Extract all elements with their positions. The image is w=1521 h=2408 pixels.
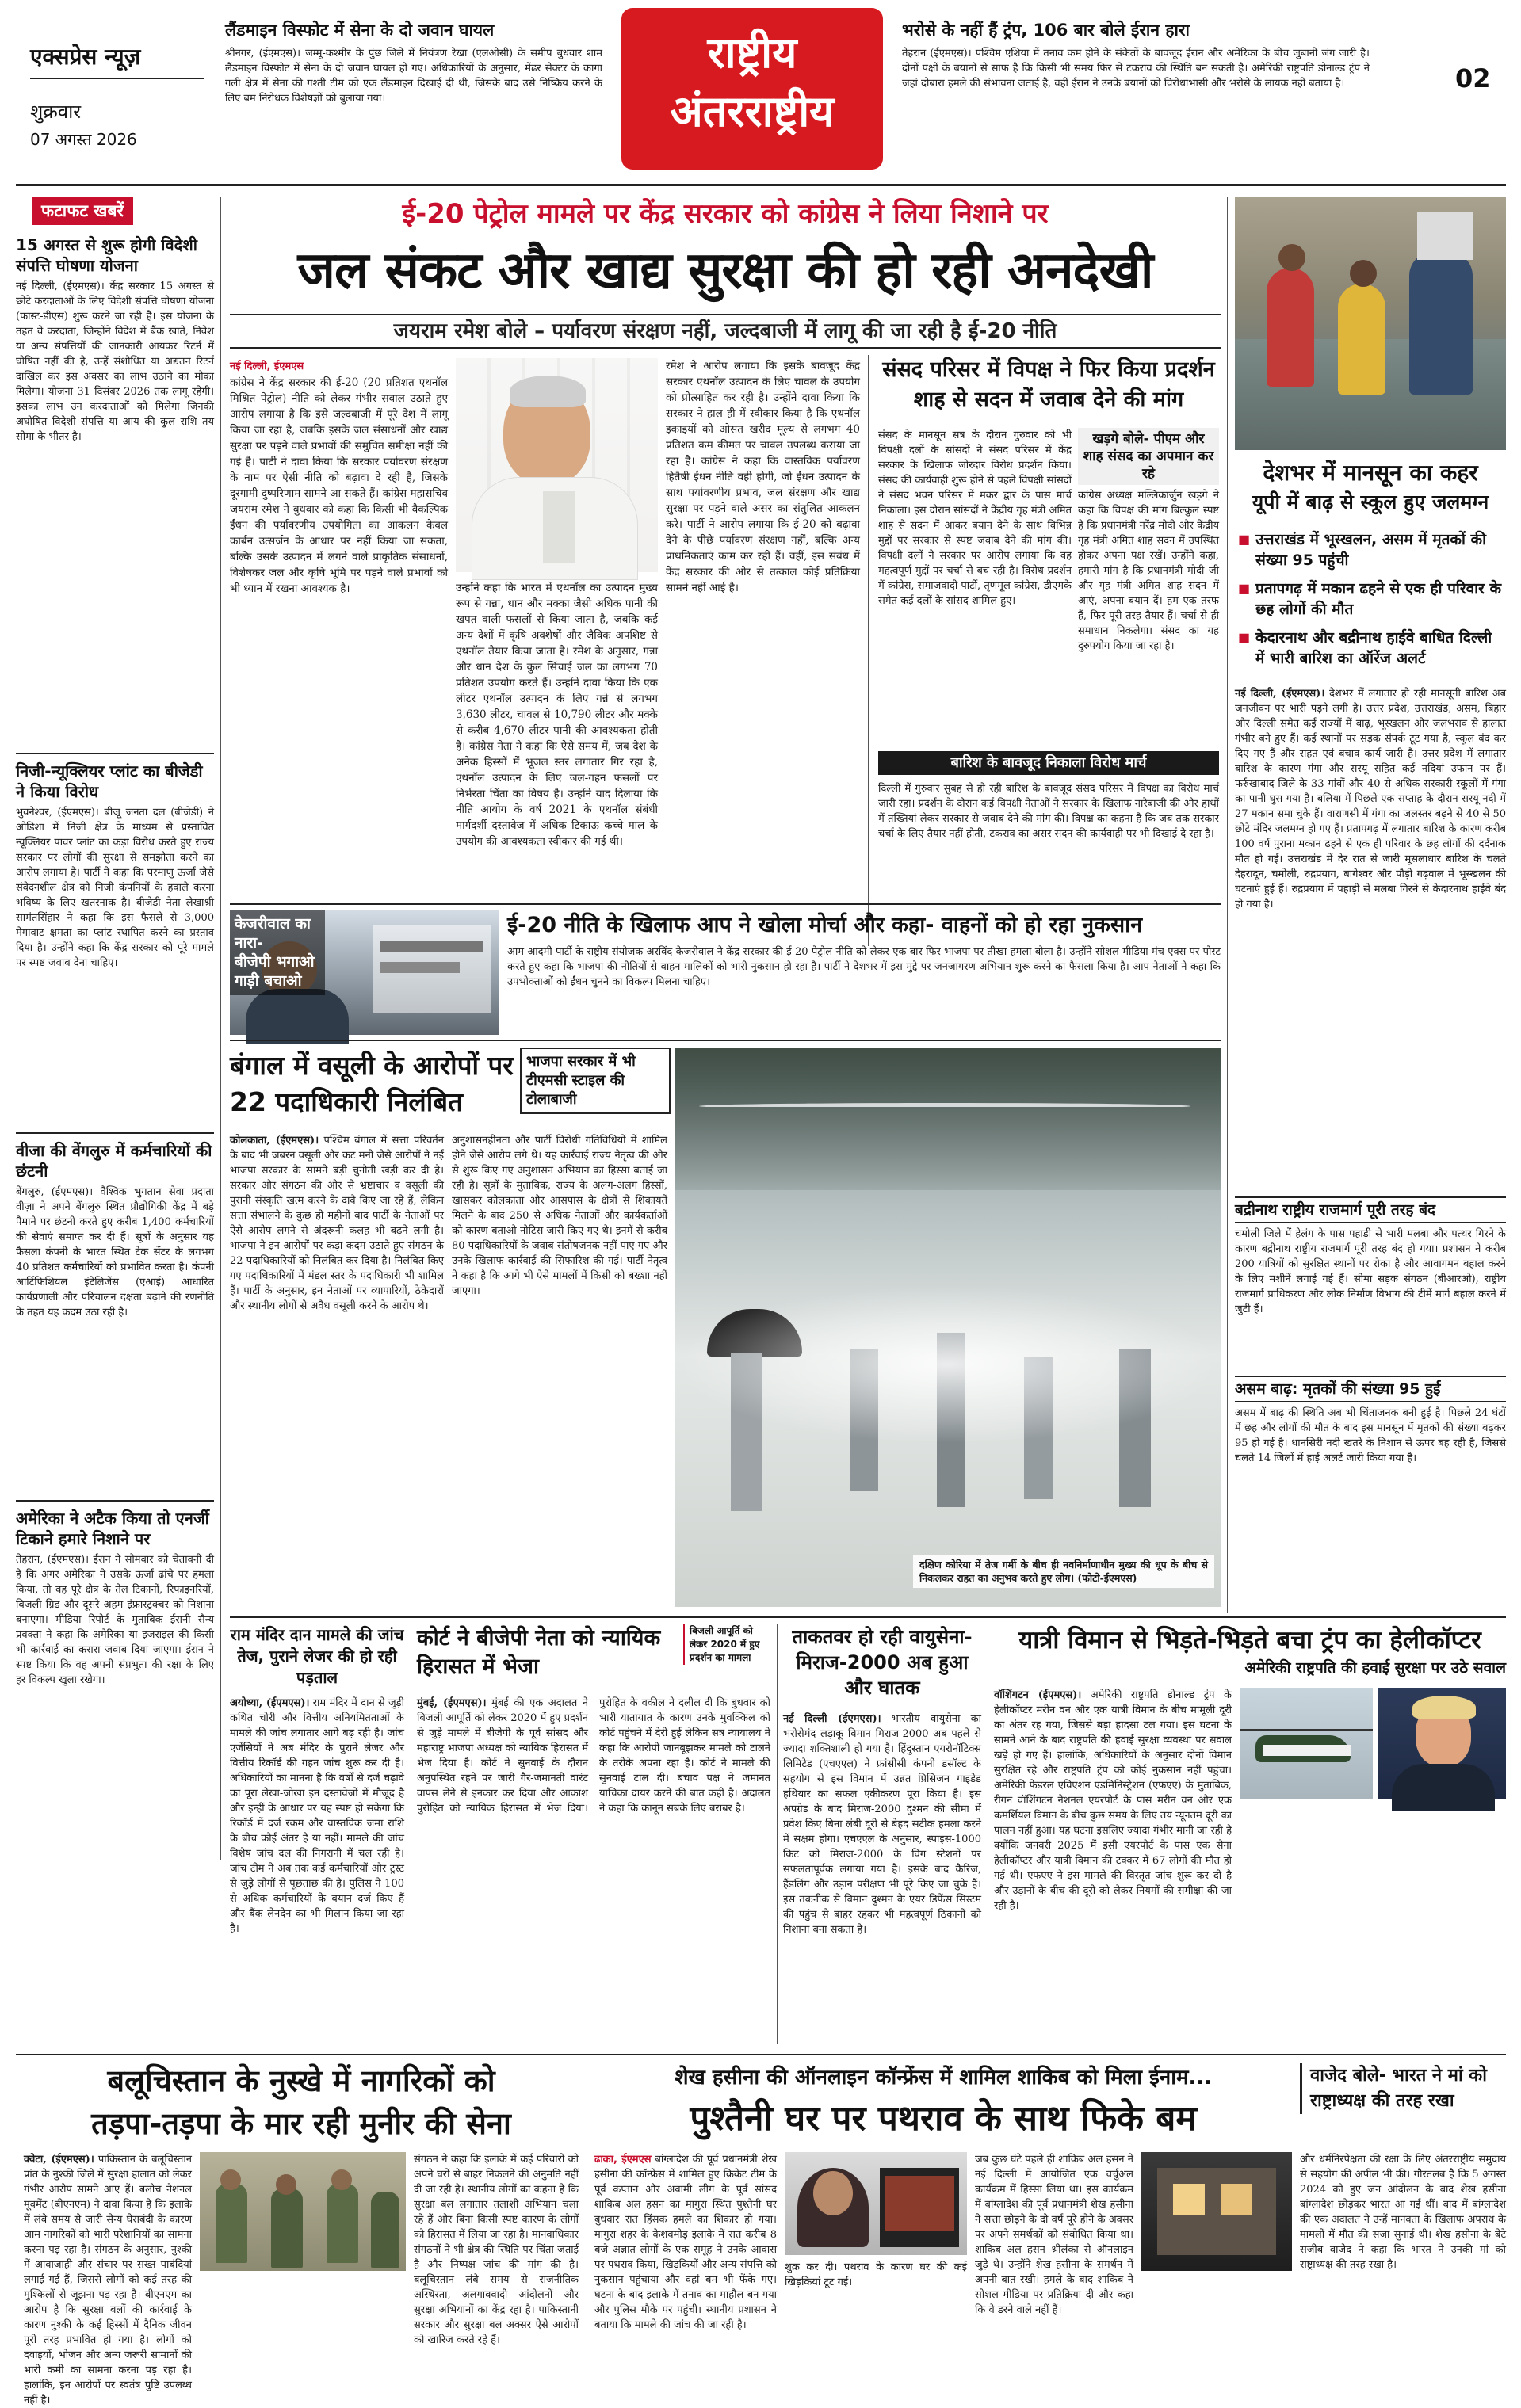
court-side-note bbox=[683, 1624, 770, 1665]
kejriwal-caption-2: बीजेपी भगाओ गाड़ी बचाओ bbox=[235, 953, 315, 990]
masthead-rule bbox=[16, 184, 1506, 186]
monsoon-body: देशभर में लगातार हो रही मानसूनी बारिश अब जनजीवन पर भारी पड़ने लगी है। उत्तर प्रदेश, उत्तराखंड, असम, बिहार और दिल्ली समेत कई राज्यों में बाढ़, भूस्खलन और जलभराव से हालात गंभीर बने हुए हैं। कई स्थानों पर सड़क संपर्क टूट गया है, स्कूल बंद कर दिए गए हैं और राहत एवं बचाव कार्य जारी है। उत्तर प्रदेश में लगातार बारिश के कारण गंगा और सरयू सहित कई नदियां उफान पर हैं। फर्रुखाबाद जिले के 33 गांवों और 40 से अधिक सरकारी स्कूलों में गंगा का पानी घुस गया है। बलिया में पिछले एक सप्ताह के दौरान सरयू नदी में 27 मकान समा चुके हैं। वाराणसी में गंगा का जलस्तर बढ़ने से 40 से 50 छोटे मंदिर जलमग्न हो गए हैं। प्रतापगढ़ में लगातार बारिश के कारण करीब 100 वर्ष पुराना मकान ढहने से एक ही परिवार के छह लोगों की दर्दनाक मौत हो गई। उत्तराखंड में देर रात से जारी मूसलाधार बारिश के चलते देहरादून, चमोली, रुद्रप्रयाग, बागेश्वर और पौड़ी गढ़वाल में भूस्खलन की घटनाएं हुई हैं। रुद्रप्रयाग में पहाड़ी से मलबा गिरने से केदारनाथ हाईवे बंद हो गया है। bbox=[1235, 688, 1507, 910]
pakistan-army-photo bbox=[200, 2152, 406, 2271]
left-column bbox=[16, 197, 214, 1860]
lead-dateline: नई दिल्ली, ईएमएस bbox=[230, 361, 304, 372]
teaser-left bbox=[225, 19, 602, 165]
rain-march-text: दिल्ली में गुरुवार सुबह से हो रही बारिश के बावजूद संसद परिसर में विपक्ष का विरोध मार्च जारी रहा। प्रदर्शन के दौरान कई विपक्षी नेताओं ने सरकार के खिलाफ नारेबाजी की और हाथों में तख्तियां लेकर सरकार से जवाब देने की मांग की। विपक्ष का कहना है कि जब तक सरकार चर्चा के लिए तैयार नहीं होती, टकराव का असर सदन की कार्यवाही पर भी दिखाई दे रहा है। bbox=[878, 783, 1219, 840]
parliament-divider bbox=[868, 355, 869, 946]
brief-text: बेंगलुरु, (ईएमएस)। वैश्विक भुगतान सेवा प्रदाता वीज़ा ने अपने बेंगलुरु स्थित प्रौद्योगिकी केंद्र में बड़े पैमाने पर छंटनी करते हुए करीब 1,400 कर्मचारियों की सेवाएं समाप्त कर दी हैं। सूत्रों के अनुसार यह फैसला कंपनी के भारत स्थित टेक सेंटर के लगभग 40 प्रतिशत कर्मचारियों को प्रभावित करता है। कंपनी आर्टिफिशियल इंटेलिजेंस (एआई) आधारित कार्यप्रणाली और परिचालन दक्षता बढ़ाने की रणनीति के तहत यह कदम उठा रही है। bbox=[16, 1186, 214, 1318]
briefs-label: फटाफट खबरें bbox=[32, 197, 133, 225]
balochistan-text-2: संगठन ने कहा कि इलाके में कई परिवारों को अपने घरों से बाहर निकलने की अनुमति नहीं दी जा रही है। स्थानीय लोगों का कहना है कि सुरक्षा बल लगातार तलाशी अभियान चला रहे हैं और बिना किसी स्पष्ट कारण के लोगों को हिरासत में लिया जा रहा है। मानवाधिकार संगठनों ने भी क्षेत्र की स्थिति पर चिंता जताई है और निष्पक्ष जांच की मांग की है। बलूचिस्तान लंबे समय से राजनीतिक अस्थिरता, अलगाववादी आंदोलनों और सुरक्षा अभियानों का केंद्र रहा है। पाकिस्तानी सरकार और सुरक्षा बल अक्सर ऐसे आरोपों को खारिज करते रहे हैं। bbox=[414, 2154, 579, 2346]
brief-text: भुवनेश्वर, (ईएमएस)। बीजू जनता दल (बीजेडी) ने ओडिशा में निजी क्षेत्र के माध्यम से प्रस्तावित न्यूक्लियर पावर प्लांट का कड़ा विरोध करते हुए राज्य सरकार पर लोगों की सुरक्षा से समझौता करने का आरोप लगाया है। पार्टी ने कहा कि परमाणु ऊर्जा जैसे संवेदनशील क्षेत्र को निजी कंपनियों के हवाले करना भविष्य के लिए खतरनाक है। बीजेडी नेता लेखाश्री सामंतसिंहार ने कहा कि इस फैसले से 3,000 मेगावाट क्षमता का प्लांट स्थापित करने का प्रस्ताव दिया है। उन्होंने कहा कि केंद्र सरकार को पूरे मामले पर स्पष्ट जवाब देना चाहिए। bbox=[16, 807, 214, 969]
hasina-headline: पुश्तैनी घर पर पथराव के साथ फिके बम bbox=[690, 2098, 1197, 2139]
parliament-headline: संसद परिसर में विपक्ष ने फिर किया प्रदर्शन शाह से सदन में जवाब देने की मांग bbox=[882, 357, 1215, 412]
balochistan-headline-2: तड़पा-तड़पा के मार रही मुनीर की सेना bbox=[91, 2106, 511, 2141]
monsoon-dateline: नई दिल्ली, (ईएमएस)। bbox=[1235, 688, 1325, 700]
shakib-photo-caption: शुक्र कर दी। पथराव के कारण घर की कई खिड़कियां टूट गईं। bbox=[785, 2261, 967, 2288]
aap-rule-top bbox=[230, 903, 1221, 905]
court-dateline: मुंबई, (ईएमएस)। bbox=[417, 1697, 487, 1709]
teaser-left-headline: लैंडमाइन विस्फोट में सेना के दो जवान घायल bbox=[225, 21, 495, 40]
jairam-ramesh-photo bbox=[456, 358, 658, 572]
bengal-side-headline: भाजपा सरकार में भी टीएमसी स्टाइल की टोलाबाजी bbox=[520, 1048, 671, 1114]
hasina-dateline: ढाका, ईएमएस bbox=[594, 2154, 652, 2166]
middle-row-rule bbox=[230, 1616, 1506, 1618]
court-headline: कोर्ट ने बीजेपी नेता को न्यायिक हिरासत में भेजा bbox=[417, 1626, 661, 1679]
airforce-dateline: नई दिल्ली (ईएमएस)। bbox=[783, 1713, 881, 1725]
balochistan-headline-1: बलूचिस्तान के नुस्खे में नागरिकों को bbox=[107, 2063, 495, 2098]
trump-dateline: वॉशिंगटन (ईएमएस)। bbox=[994, 1689, 1082, 1701]
left-column-divider bbox=[220, 197, 221, 1860]
teaser-right-headline: भरोसे के नहीं हैं ट्रंप, 106 बार बोले ईरान हारा bbox=[902, 21, 1190, 40]
trump-body: अमेरिकी राष्ट्रपति डोनाल्ड ट्रंप के हेलीकॉप्टर मरीन वन और एक यात्री विमान के बीच मामूली दूरी का अंतर रह गया, जिससे बड़ा हादसा टल गया। इस घटना के सामने आने के बाद राष्ट्रपति की हवाई सुरक्षा व्यवस्था पर सवाल खड़े हो गए हैं। हालांकि, अधिकारियों के अनुसार दोनों विमान सुरक्षित रहे और राष्ट्रपति ट्रंप को कोई नुकसान नहीं पहुंचा। अमेरिकी फेडरल एविएशन एडमिनिस्ट्रेशन (एफएए) के मुताबिक, रीगन वॉशिंगटन नेशनल एयरपोर्ट के पास मरीन वन और एक कमर्शियल विमान के बीच कुछ समय के लिए तय न्यूनतम दूरी का पालन नहीं हुआ। यह घटना इसलिए ज्यादा गंभीर मानी जा रही है क्योंकि जनवरी 2025 में इसी एयरपोर्ट के पास एक सेना हेलीकॉप्टर और यात्री विमान की टक्कर में 67 लोगों की मौत हो गई थी। एफएए ने इस मामले की विस्तृत जांच शुरू कर दी है और उड़ानों के बीच की दूरी को लेकर नियमों की समीक्षा की जा रही है। bbox=[994, 1689, 1232, 1912]
balochistan-text bbox=[24, 2152, 192, 2406]
col-divider bbox=[777, 1624, 778, 2044]
hasina-text-3: और धर्मनिरपेक्षता की रक्षा के लिए अंतरराष्ट्रीय समुदाय से सहयोग की अपील भी की। गौरतलब है कि 5 अगस्त 2024 को हुए जन आंदोलन के बाद शेख हसीना बांग्लादेश छोड़कर भारत आ गई थीं। बाद में बांग्लादेश की एक अदालत ने उन्हें मानवता के खिलाफ अपराध के मामलों में मौत की सजा सुनाई थी। शेख हसीना के बेटे सजीब वाजेद ने कहा कि भारत ने उनकी मां को राष्ट्राध्यक्ष की तरह रखा है। bbox=[1300, 2154, 1506, 2271]
korea-mist-photo bbox=[675, 1048, 1221, 1607]
brief-headline: निजी-न्यूक्लियर प्लांट का बीजेडी ने किया विरोध bbox=[16, 761, 203, 801]
shakib-photo bbox=[785, 2152, 967, 2255]
page-number: 02 bbox=[1455, 63, 1491, 93]
brief-headline: अमेरिका ने अटैक किया तो एनर्जी टिकाने हमारे निशाने पर bbox=[16, 1509, 209, 1548]
trump-photo bbox=[1378, 1688, 1506, 1799]
assam-text: असम में बाढ़ की स्थिति अब भी चिंताजनक बनी हुई है। पिछले 24 घंटों में छह और लोगों की मौत के बाद इस मानसून में मृतकों की संख्या बढ़कर 95 हो गई है। धानसिरी नदी खतरे के निशान से ऊपर बह रही है, जिससे चलते 14 जिलों में हाई अलर्ट जारी किया गया है। bbox=[1235, 1407, 1506, 1464]
bengal-text-2: अनुशासनहीनता और पार्टी विरोधी गतिविधियों में शामिल होने जैसे आरोप लगे थे। यह कार्रवाई राज्य नेतृत्व की ओर से शुरू किए गए अनुशासन अभियान का हिस्सा बताई जा रही है। सूत्रों के मुताबिक, राज्य के अलग-अलग हिस्सों, खासकर कोलकाता और आसपास के क्षेत्रों से शिकायतें मिलने के बाद 250 से अधिक नेताओं और कार्यकर्ताओं को कारण बताओ नोटिस जारी किए गए थे। इनमें से करीब 80 पदाधिकारियों के जवाब संतोषजनक नहीं पाए गए और उनके खिलाफ कार्रवाई की सिफारिश की गई। पार्टी नेतृत्व ने कहा है कि आगे भी ऐसे मामलों में किसी को बख्शा नहीं जाएगा। bbox=[452, 1135, 667, 1297]
kharge-text: कांग्रेस अध्यक्ष मल्लिकार्जुन खड़गे ने कहा कि विपक्ष की मांग बिल्कुल स्पष्ट है कि प्रधानमंत्री नरेंद्र मोदी और केंद्रीय गृह मंत्री अमित शाह सदन में उपस्थित होकर अपना पक्ष रखें। उन्होंने कहा, हमारी मांग है कि प्रधानमंत्री मोदी जी और गृह मंत्री अमित शाह सदन में आएं, अपना बयान दें। हम एक तरफ हैं, फिर पूरी तरह तैयार हैं। चर्चा से ही समाधान निकलेगा। संसद का यह दुरुपयोग किया जा रहा है। bbox=[1078, 490, 1219, 652]
lead-body-col3: रमेश ने आरोप लगाया कि इसके बावजूद केंद्र सरकार एथनॉल उत्पादन के लिए चावल के उपयोग को प्रोत्साहित कर रही है। उन्होंने दावा किया कि सरकार ने हाल ही में स्वीकार किया है कि एथनॉल इकाइयों को ओसत खरीद मूल्य से लगभग 40 प्रतिशत कम कीमत पर चावल उपलब्ध कराया जा रहा है। कांग्रेस ने कहा कि वास्तविक पर्यावरण हितैषी ईंधन नीति वही होगी, जो ईंधन उत्पादन के साथ पर्यावरणीय प्रभाव, जल संरक्षण और खाद्य सुरक्षा पर पड़ने वाले असर का संतुलित आकलन करे। पार्टी ने आरोप लगाया कि ई-20 को बढ़ावा देने के पीछे पर्यावरण संरक्षण नहीं, बल्कि अन्य प्राथमिकताएं काम कर रही हैं। वहीं, इस संबंध में केंद्र सरकार की ओर से तत्काल कोई प्रतिक्रिया सामने नहीं आई है। bbox=[666, 360, 860, 594]
airforce-body: भारतीय वायुसेना का भरोसेमंद लड़ाकू विमान मिराज-2000 अब पहले से ज्यादा शक्तिशाली हो गया है। हिंदुस्तान एयरोनॉटिक्स लिमिटेड (एचएएल) ने फ्रांसीसी कंपनी डसॉल्ट के सहयोग से इस विमान में उन्नत प्रिसिजन गाइडेड हथियार का सफल एकीकरण पूरा किया है। इस अपग्रेड के बाद मिराज-2000 दुश्मन की सीमा में प्रवेश किए बिना लंबी दूरी से बेहद सटीक हमला करने में सक्षम होगा। एचएएल के अनुसार, स्पाइस-1000 किट को मिराज-2000 के विंग स्टेशनों पर सफलतापूर्वक लगाया गया है। इसके बाद कैरिज, हैंडलिंग और उड़ान परीक्षण भी पूरे किए जा चुके हैं। इस तकनीक से विमान दुश्मन के एयर डिफेंस सिस्टम की पहुंच से बाहर रहकर भी महत्वपूर्ण ठिकानों को निशाना बना सकता है। bbox=[783, 1713, 981, 1936]
hasina-kicker: शेख हसीना की ऑनलाइन कॉन्फ्रेंस में शामिल शाकिब को मिला ईनाम... bbox=[674, 2066, 1213, 2089]
monsoon-bullet: ■ उत्तराखंड में भूस्खलन, असम में मृतकों की संख्या 95 पहुंची bbox=[1238, 529, 1506, 571]
monsoon-bullets bbox=[1238, 529, 1506, 677]
korea-photo-caption: दक्षिण कोरिया में तेज गर्मी के बीच ही नवनिर्माणाधीन मुख्य की धूप के बीच से निकलकर राहत का अनुभव करते हुए लोग। (फोटो-ईएमएस) bbox=[913, 1555, 1214, 1588]
flood-photo bbox=[1235, 197, 1506, 450]
brief-item bbox=[16, 235, 214, 746]
masthead bbox=[0, 0, 1521, 184]
monsoon-bullet: ■ प्रतापगढ़ में मकान ढहने से एक ही परिवार के छह लोगों की मौत bbox=[1238, 578, 1506, 620]
brand-name: एक्सप्रेस न्यूज़ bbox=[30, 44, 141, 70]
rain-march-bar bbox=[878, 751, 1219, 775]
bengal-text-1: पश्चिम बंगाल में सत्ता परिवर्तन के बाद भी जबरन वसूली और कट मनी जैसे आरोपों ने नई भाजपा सरकार के सामने बड़ी चुनौती खड़ी कर दी है। सरकार और संगठन की ओर से भ्रष्टाचार व वसूली की पुरानी संस्कृति खत्म करने के दावे किए जा रहे हैं, लेकिन सत्ता संभालने के कुछ ही महीनों बाद पार्टी के नेताओं पर ऐसे आरोप लगने से अंदरूनी कलह भी बढ़ने लगी है। भाजपा ने इन आरोपों पर कड़ा कदम उठाते हुए संगठन के 22 पदाधिकारियों को निलंबित कर दिया है। निलंबित किए गए पदाधिकारियों में मंडल स्तर के पदाधिकारी भी शामिल हैं। पार्टी के अनुसार, इन नेताओं पर व्यापारियों, ठेकेदारों और स्थानीय लोगों से अवैध वसूली करने के आरोप थे। bbox=[230, 1135, 444, 1312]
monsoon-headline-1: देशभर में मानसून का कहर bbox=[1263, 460, 1478, 486]
issue-date: 07 अगस्त 2026 bbox=[30, 130, 137, 149]
bengal-headline: बंगाल में वसूली के आरोपों पर 22 पदाधिकारी निलंबित bbox=[230, 1050, 514, 1117]
lead-kicker: ई-20 पेट्रोल मामले पर केंद्र सरकार को कांग्रेस ने लिया निशाने पर bbox=[402, 198, 1049, 230]
section-title-2: अंतरराष्ट्रीय bbox=[670, 86, 835, 136]
balochistan-dateline: क्वेटा, (ईएमएस)। bbox=[24, 2154, 94, 2166]
helicopter-photo bbox=[1240, 1688, 1373, 1799]
hasina-text bbox=[594, 2152, 777, 2382]
ram-mandir-body: राम मंदिर में दान से जुड़ी कथित चोरी और वित्तीय अनियमितताओं के मामले की जांच लगातार आगे बढ़ रही है। जांच एजेंसियों ने अब मंदिर के पुराने लेजर और वित्तीय रिकॉर्ड की गहन जांच शुरू कर दी है। अधिकारियों का मानना है कि वर्षों से दर्ज चढ़ावे का पूरा लेखा-जोखा इन दस्तावेजों में मौजूद है और इन्हीं के आधार पर यह स्पष्ट हो सकेगा कि रिकॉर्ड में दर्ज रकम और वास्तविक जमा राशि के बीच कोई अंतर है या नहीं। मामले की जांच विशेष जांच दल की निगरानी में चल रही है। जांच टीम ने अब तक कई कर्मचारियों और ट्रस्ट से जुड़े लोगों से पूछताछ की है। पुलिस ने 100 से अधिक कर्मचारियों के बयान दर्ज किए हैं और बैंक लेनदेन का भी मिलान किया जा रहा है। bbox=[230, 1697, 404, 1935]
section-title-1: राष्ट्रीय bbox=[707, 28, 797, 78]
brief-item bbox=[16, 1140, 214, 1494]
brief-item bbox=[16, 1508, 214, 1885]
teaser-right bbox=[902, 19, 1370, 165]
section-badge bbox=[621, 8, 883, 170]
lead-headline: जल संकट और खाद्य सुरक्षा की हो रही अनदेखी bbox=[297, 242, 1153, 300]
monsoon-text bbox=[1235, 686, 1506, 1193]
trump-subhead: अमेरिकी राष्ट्रपति की हवाई सुरक्षा पर उठे सवाल bbox=[1244, 1659, 1506, 1677]
bottom-row-rule bbox=[16, 2054, 1506, 2055]
parliament-side bbox=[1078, 428, 1219, 758]
badrinath-subhead: बद्रीनाथ राष्ट्रीय राजमार्ग पूरी तरह बंद bbox=[1235, 1196, 1506, 1223]
brief-text: नई दिल्ली, (ईएमएस)। केंद्र सरकार 15 अगस्त से छोटे करदाताओं के लिए विदेशी संपत्ति घोषणा योजना (फास्ट-डीएस) शुरू करने जा रही है। इस योजना के तहत वे करदाता, जिन्होंने विदेश में बैंक खाते, निवेश या अन्य संपत्तियों की जानकारी आयकर रिटर्न में घोषित नहीं की है, उन्हें संशोधित या अद्यतन रिटर्न दाखिल कर इस अवसर का लाभ उठाने का मौका मिलेगा। योजना 31 दिसंबर 2026 तक लागू रहेगी। इसका लाभ उन करदाताओं को मिलेगा जिनकी अघोषित विदेशी संपत्ति या आय की कुल राशि तय सीमा के भीतर है। bbox=[16, 280, 214, 443]
hasina-text-2: जब कुछ घंटे पहले ही शाकिब अल हसन ने नई दिल्ली में आयोजित एक वर्चुअल कार्यक्रम में हिस्सा लिया था। इस कार्यक्रम में बांग्लादेश की पूर्व प्रधानमंत्री शेख हसीना ने सत्ता छोड़ने के दो वर्ष पूरे होने के अवसर पर अपने समर्थकों को संबोधित किया था। शाकिब अल हसन श्रीलंका से ऑनलाइन जुड़े थे। उन्होंने शेख हसीना के समर्थन में अपनी बात रखी। हमले के बाद शाकिब ने सोशल मीडिया पर प्रतिक्रिया दी और कहा कि वे डरने वाले नहीं हैं। bbox=[975, 2154, 1133, 2316]
brief-text: तेहरान, (ईएमएस)। ईरान ने सोमवार को चेतावनी दी है कि अगर अमेरिका ने उसके ऊर्जा ढांचे पर हमला किया, तो वह पूरे क्षेत्र के तेल टिकानों, रिफाइनरियों, बिजली ग्रिड और दूसरे अहम इंफ्रास्ट्रक्चर को निशाना बनाएगा। मीडिया रिपोर्ट के मुताबिक ईरानी सैन्य प्रवक्ता ने कहा कि अमेरिका या इजराइल की किसी भी कार्रवाई का करारा जवाब दिया जाएगा। ईरान ने स्पष्ट किया कि वह अपनी संप्रभुता की रक्षा के लिए हर विकल्प खुला रखेगा। bbox=[16, 1554, 214, 1686]
ram-mandir-headline: राम मंदिर दान मामले की जांच तेज, पुराने लेजर की हो रही पड़ताल bbox=[230, 1625, 404, 1687]
wajed-side-note: वाजेद बोले- भारत ने मां को राष्ट्राध्यक्ष की तरह रखा bbox=[1300, 2063, 1506, 2114]
court-side-note-text: बिजली आपूर्ति को लेकर 2020 में हुए प्रदर्शन का मामला bbox=[690, 1625, 760, 1663]
aap-headline: ई-20 नीति के खिलाफ आप ने खोला मोर्चा और कहा- वाहनों को हो रहा नुकसान bbox=[507, 913, 1143, 937]
trump-headline: यात्री विमान से भिड़ते-भिड़ते बचा ट्रंप का हेलीकॉप्टर bbox=[1018, 1626, 1481, 1654]
ram-mandir-text bbox=[230, 1696, 404, 2044]
badrinath-text: चमोली जिले में हेलंग के पास पहाड़ी से भारी मलबा और पत्थर गिरने के कारण बद्रीनाथ राष्ट्रीय राजमार्ग पूरी तरह बंद हो गया। प्रशासन ने करीब 200 यात्रियों को सुरक्षित स्थानों पर रोका है और आवागमन बहाल करने के लिए मशीनें लगाई गई हैं। सीमा सड़क संगठन (बीआरओ), राष्ट्रीय राजमार्ग प्राधिकरण और लोक निर्माण विभाग की टीमें मार्ग बहाल करने में जुटी हैं। bbox=[1235, 1228, 1506, 1315]
trump-text-2 bbox=[1240, 1805, 1506, 2044]
monsoon-bullet: ■ केदारनाथ और बद्रीनाथ हाईवे बाधित दिल्ली में भारी बारिश का ऑरेंज अलर्ट bbox=[1238, 628, 1506, 669]
ram-mandir-dateline: अयोध्या, (ईएमएस)। bbox=[230, 1697, 310, 1709]
teaser-left-text: श्रीनगर, (ईएमएस)। जम्मू-कश्मीर के पुंछ जिले में नियंत्रण रेखा (एलओसी) के समीप बुधवार शाम लैंडमाइन विस्फोट में सेना के दो जवान घायल हो गए। अधिकारियों के अनुसार, मेंढर सेक्टर के कागा गली क्षेत्र में सेना की गश्ती टीम को एक लैंडमाइन दिखाई दी थी, जिसके बाद उसे निष्क्रिय करने के लिए बम निरोधक विशेषज्ञों को बुलाया गया। bbox=[225, 48, 602, 105]
parliament-text: संसद के मानसून सत्र के दौरान गुरुवार को भी विपक्षी दलों के सांसदों ने संसद परिसर में केंद्र सरकार के खिलाफ जोरदार विरोध प्रदर्शन किया। संसद की कार्यवाही शुरू होने से पहले विपक्षी सांसदों ने संसद भवन परिसर में मकर द्वार के पास मार्च निकाला। इस दौरान सांसदों ने केंद्रीय गृह मंत्री अमित शाह से सदन में आकर बयान देने के साथ विभिन्न मुद्दों पर सरकार से स्पष्ट जवाब देने की मांग की। विपक्षी दलों ने सरकार पर आरोप लगाया कि वह महत्वपूर्ण मुद्दों पर चर्चा से बच रही है। विरोध प्रदर्शन में कांग्रेस, समाजवादी पार्टी, तृणमूल कांग्रेस, डीएमके समेत कई दलों के सांसद शामिल हुए। bbox=[878, 429, 1072, 607]
issue-day: शुक्रवार bbox=[30, 101, 82, 123]
kejriwal-caption-1: केजरीवाल का नारा- bbox=[235, 915, 311, 952]
assam-subhead: असम बाढ़: मृतकों की संख्या 95 हुई bbox=[1235, 1376, 1506, 1402]
right-column-divider bbox=[1227, 197, 1228, 1613]
airforce-headline: ताकतवर हो रही वायुसेना- मिराज-2000 अब हुआ और घातक bbox=[792, 1626, 973, 1699]
rain-march-label: बारिश के बावजूद निकाला विरोध मार्च bbox=[950, 754, 1147, 771]
lead-body-col1 bbox=[230, 358, 448, 946]
bengal-text bbox=[230, 1133, 444, 1609]
airforce-text bbox=[783, 1712, 981, 2044]
balochistan-body: पाकिस्तान के बलूचिस्तान प्रांत के नुश्की जिले में सुरक्षा हालात को लेकर गंभीर आरोप सामने आए हैं। बलोच नेशनल मूवमेंट (बीएनएम) ने दावा किया है कि इलाके में लंबे समय से जारी सैन्य घेराबंदी के कारण आम नागरिकों को भारी परेशानियों का सामना करना पड़ रहा है। संगठन के अनुसार, नुश्की में आवाजाही और संचार पर सख्त पाबंदियां लगाई गई हैं, जिससे लोगों को कई तरह की मुश्किलों से जूझना पड़ रहा है। बीएनएम का आरोप है कि सुरक्षा बलों की कार्रवाई के कारण नुश्की के कई हिस्सों में दैनिक जीवन पूरी तरह प्रभावित हो गया है। लोगों को दवाइयों, भोजन और अन्य जरूरी सामानों की भारी कमी का सामना करना पड़ रहा है। हालांकि, इन आरोपों पर स्वतंत्र पुष्टि उपलब्ध नहीं है। bbox=[24, 2154, 192, 2406]
kharge-headline: खड़गे बोले- पीएम और शाह संसद का अपमान कर रहे bbox=[1078, 428, 1219, 485]
bengal-dateline: कोलकाता, (ईएमएस)। bbox=[230, 1135, 319, 1147]
brief-item bbox=[16, 761, 214, 1126]
lead-body-col2: उन्होंने कहा कि भारत में एथनॉल का उत्पादन मुख्य रूप से गन्ना, धान और मक्का जैसी अधिक पानी की खपत वाली फसलों से किया जाता है, जबकि कई अन्य देशों में कृषि अवशेषों और जैविक अपशिष्ट से एथनॉल तैयार किया जाता है। रमेश के अनुसार, गन्ना और धान देश के कुल सिंचाई जल का लगभग 70 प्रतिशत उपयोग करते हैं। उन्होंने दावा किया कि एक लीटर एथनॉल उत्पादन के लिए गन्ने से लगभग 3,630 लीटर, चावल से 10,790 लीटर और मक्के से करीब 4,670 लीटर पानी की आवश्यकता होती है। कांग्रेस नेता ने कहा कि ऐसे समय में, जब देश के अनेक हिस्सों में भूजल स्तर लगातार गिर रहा है, एथनॉल उत्पादन के लिए जल-गहन फसलों पर निर्भरता चिंता का विषय है। उन्होंने याद दिलाया कि नीति आयोग के वर्ष 2021 के एथनॉल संबंधी मार्गदर्शी दस्तावेज में अधिक टिकाऊ कच्चे माल के उपयोग की आवश्यकता स्वीकार की गई थी। bbox=[456, 582, 658, 848]
lead-subhead-bar bbox=[230, 314, 1221, 349]
house-attack-photo bbox=[1141, 2152, 1292, 2271]
aap-rule-bottom bbox=[230, 1040, 1221, 1041]
teaser-right-text: तेहरान (ईएमएस)। पश्चिम एशिया में तनाव कम होने के संकेतों के बावजूद ईरान और अमेरिका के बीच जुबानी जंग जारी है। दोनों पक्षों के बयानों से साफ है कि किसी भी समय फिर से टकराव की स्थिति बन सकती है। अमेरिकी राष्ट्रपति डोनाल्ड ट्रंप ने जहां दोबारा हमले की संभावना जताई है, वहीं ईरान ने उनके बयानों को विरोधाभासी और भरोसे के लायक नहीं बताया है। bbox=[902, 48, 1370, 90]
brand-underline bbox=[30, 78, 204, 79]
lead-text-1: कांग्रेस ने केंद्र सरकार की ई-20 (20 प्रतिशत एथनॉल मिश्रित पेट्रोल) नीति को लेकर गंभीर सवाल उठाते हुए आरोप लगाया है कि इसे जल्दबाजी में पूरे देश में लागू किया जा रहा है, जबकि इसके जल संसाधनों और खाद्य सुरक्षा पर पड़ने वाले प्रभावों की समुचित समीक्षा नहीं की गई है। पार्टी ने दावा किया कि सरकार पर्यावरण संरक्षण के नाम पर ऐसी नीति को बढ़ावा दे रही है, जिसके दूरगामी दुष्परिणाम सामने आ सकते हैं। कांग्रेस महासचिव जयराम रमेश ने बुधवार को कहा कि किसी भी वैकल्पिक ईंधन की पर्यावरणीय उपयोगिता का आकलन केवल कार्बन उत्सर्जन के आधार पर नहीं किया जा सकता, बल्कि उसके उत्पादन में लगने वाले प्राकृतिक संसाधनों, विशेषकर जल और कृषि भूमि पर पड़ने वाले प्रभावों को भी ध्यान में रखना आवश्यक है। bbox=[230, 376, 448, 595]
monsoon-headline-2: यूपी में बाढ़ से स्कूल हुए जलमग्न bbox=[1252, 490, 1489, 513]
brief-headline: वीजा की वेंगलुरु में कर्मचारियों की छंटनी bbox=[16, 1141, 212, 1181]
court-body: मुंबई की एक अदालत ने बिजली आपूर्ति को लेकर 2020 में हुए प्रदर्शन से जुड़े मामले में बीजेपी के पूर्व सांसद और महाराष्ट्र भाजपा अध्यक्ष को न्यायिक हिरासत में भेज दिया है। कोर्ट ने सुनवाई के दौरान अनुपस्थित रहने पर जारी गैर-जमानती वारंट वापस लेने से इनकार कर दिया और आकाश पुरोहित को न्यायिक हिरासत में भेज दिया। पुरोहित के वकील ने दलील दी कि बुधवार को भारी यातायात के कारण उनके मुवक्किल को कोर्ट पहुंचने में देरी हुई लेकिन सत्र न्यायालय ने कहा कि आरोपी जानबूझकर मामले को टालने के तरीके अपना रहा है। कोर्ट ने मामले की सुनवाई टाल दी। बचाव पक्ष ने जमानत याचिका दायर करने की बात कही है। अदालत ने कहा कि कानून सबके लिए बराबर है। bbox=[417, 1697, 770, 1815]
aap-text: आम आदमी पार्टी के राष्ट्रीय संयोजक अरविंद केजरीवाल ने केंद्र सरकार की ई-20 पेट्रोल नीति को लेकर एक बार फिर भाजपा पर तीखा हमला बोला है। उन्होंने सोशल मीडिया मंच एक्स पर पोस्ट करते हुए कहा कि भाजपा की नीतियों से वाहन मालिकों को भारी नुकसान हो रहा है। पार्टी ने देशभर में इस मुद्दे पर जनजागरण अभियान शुरू करने का फैसला किया है। आप नेताओं ने कहा कि उपभोक्ताओं को ईंधन चुनने का विकल्प मिलना चाहिए। bbox=[507, 946, 1221, 988]
hasina-body: बांग्लादेश की पूर्व प्रधानमंत्री शेख हसीना की कॉन्फ्रेंस में शामिल हुए क्रिकेट टीम के पूर्व कप्तान और अवामी लीग के पूर्व सांसद शाकिब अल हसन का मागुरा स्थित पुश्तैनी घर बुधवार रात हिंसक हमले का शिकार हो गया। मागुरा शहर के केशवमोड़ इलाके में रात करीब 8 बजे अज्ञात लोगों के एक समूह ने उनके आवास पर पथराव किया, खिड़कियों और अन्य संपत्ति को नुकसान पहुंचाया और वहां बम भी फेंके गए। घटना के बाद इलाके में तनाव का माहौल बन गया और पुलिस मौके पर पहुंची। स्थानीय प्रशासन ने बताया कि मामले की जांच की जा रही है। bbox=[594, 2154, 777, 2331]
lead-subhead: जयराम रमेश बोले – पर्यावरण संरक्षण नहीं, जल्दबाजी में लागू की जा रही है ई-20 नीति bbox=[393, 319, 1057, 343]
court-text bbox=[417, 1696, 770, 2044]
brief-headline: 15 अगस्त से शुरू होगी विदेशी संपत्ति घोषणा योजना bbox=[16, 235, 197, 275]
kejriwal-caption bbox=[230, 910, 325, 995]
trump-text bbox=[994, 1688, 1232, 2044]
